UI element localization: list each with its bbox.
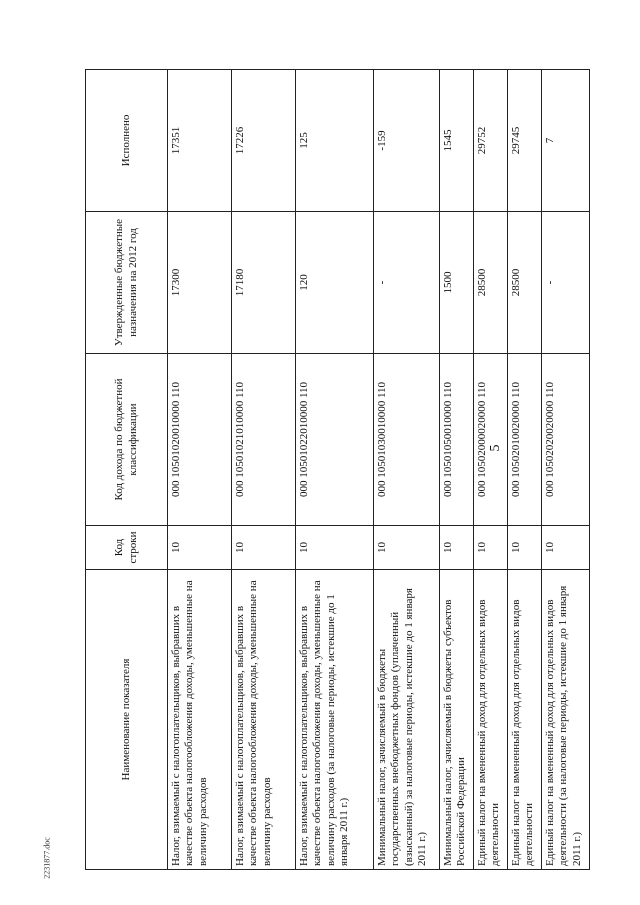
table-row <box>474 70 508 870</box>
budget-table <box>85 69 590 870</box>
cell-code: 000 10502010020000 110 <box>508 354 542 526</box>
header-indicator-name: Наименование показателя <box>86 570 168 870</box>
cell-line: 10 <box>232 526 296 570</box>
cell-executed: 17351 <box>168 70 232 212</box>
cell-approved: 17300 <box>168 212 232 354</box>
cell-line: 10 <box>508 526 542 570</box>
header-income-code: Код дохода по бюджетной классификации <box>86 354 168 526</box>
cell-executed: 29745 <box>508 70 542 212</box>
cell-line: 10 <box>168 526 232 570</box>
table-row <box>232 70 296 870</box>
cell-line: 10 <box>474 526 508 570</box>
cell-name: Налог, взимаемый с налогоплательщиков, выбравших в качестве объекта налогообложения доходы, уменьшенные на величину расходов (за налоговые периоды, истекшие до 1 января 2011 г.) <box>296 570 374 870</box>
rotated-table-container <box>85 70 583 870</box>
cell-name: Налог, взимаемый с налогоплательщиков, выбравших в качестве объекта налогообложения доходы, уменьшенные на величину расходов <box>168 570 232 870</box>
table-row <box>374 70 440 870</box>
cell-line: 10 <box>542 526 590 570</box>
cell-approved: - <box>374 212 440 354</box>
cell-executed: 29752 <box>474 70 508 212</box>
cell-name: Единый налог на вмененный доход для отдельных видов деятельности <box>474 570 508 870</box>
header-executed: Исполнено <box>86 70 168 212</box>
cell-executed: -159 <box>374 70 440 212</box>
cell-code: 000 10501020010000 110 <box>168 354 232 526</box>
table-row <box>440 70 474 870</box>
cell-approved: 17180 <box>232 212 296 354</box>
table-row <box>168 70 232 870</box>
cell-executed: 1545 <box>440 70 474 212</box>
table-header-row <box>86 70 168 870</box>
table-row <box>296 70 374 870</box>
cell-approved: 28500 <box>474 212 508 354</box>
cell-approved: 28500 <box>508 212 542 354</box>
cell-code: 000 10501050010000 110 <box>440 354 474 526</box>
cell-executed: 17226 <box>232 70 296 212</box>
cell-approved: 1500 <box>440 212 474 354</box>
cell-approved: - <box>542 212 590 354</box>
cell-name: Единый налог на вмененный доход для отдельных видов деятельности (за налоговые периоды, истекшие до 1 января 2011 г.) <box>542 570 590 870</box>
header-approved: Утвержденные бюджетные назначения на 2012 год <box>86 212 168 354</box>
cell-code: 000 10502000020000 110 <box>474 354 508 526</box>
cell-name: Единый налог на вмененный доход для отдельных видов деятельности <box>508 570 542 870</box>
cell-name: Минимальный налог, зачисляемый в бюджеты государственных внебюджетных фондов (уплаченный (взысканный) за налоговые периоды, истекшие до 1 января 2011 г.) <box>374 570 440 870</box>
table-row <box>508 70 542 870</box>
cell-code: 000 10501030010000 110 <box>374 354 440 526</box>
cell-executed: 7 <box>542 70 590 212</box>
cell-line: 10 <box>296 526 374 570</box>
cell-name: Минимальный налог, зачисляемый в бюджеты субъектов Российской Федерации <box>440 570 474 870</box>
cell-line: 10 <box>440 526 474 570</box>
cell-name: Налог, взимаемый с налогоплательщиков, выбравших в качестве объекта налогообложения доходы, уменьшенные на величину расходов <box>232 570 296 870</box>
header-line-code: Код строки <box>86 526 168 570</box>
cell-line: 10 <box>374 526 440 570</box>
cell-executed: 125 <box>296 70 374 212</box>
page-number: 5 <box>488 444 503 452</box>
cell-code: 000 10501021010000 110 <box>232 354 296 526</box>
cell-code: 000 10501022010000 110 <box>296 354 374 526</box>
table-row <box>542 70 590 870</box>
cell-approved: 120 <box>296 212 374 354</box>
document-id: 2231877.doc <box>42 837 52 879</box>
cell-code: 000 10502020020000 110 <box>542 354 590 526</box>
